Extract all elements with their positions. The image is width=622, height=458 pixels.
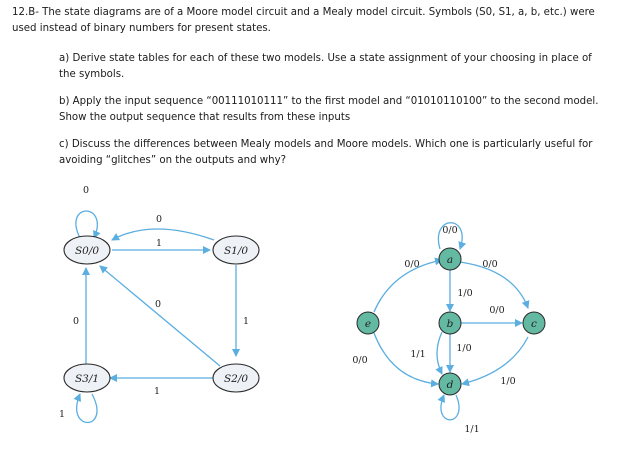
moore-state-s2-label: S2/0 [223, 373, 249, 385]
mealy-label-e-a: 0/0 [404, 259, 420, 270]
part-a-text: a) Derive state tables for each of these two models. Use a state assignment of your choosing in place of the symbols. [59, 53, 592, 80]
mealy-state-e-label: e [364, 318, 372, 330]
mealy-label-c-d: 1/0 [500, 376, 516, 387]
mealy-label-d-self: 1/1 [464, 424, 480, 435]
mealy-label-b-d-2: 1/0 [456, 343, 472, 354]
moore-label-s2-s3: 1 [153, 386, 161, 397]
moore-state-s0-label: S0/0 [74, 245, 100, 257]
moore-edge-s2-s0 [100, 266, 220, 366]
mealy-label-a-c: 0/0 [482, 259, 498, 270]
part-c-text: c) Discuss the differences between Mealy models and Moore models. Which one is particularly useful for avoiding “glitches” on the outputs and why? [59, 139, 593, 166]
moore-label-s1-s0: 0 [155, 214, 163, 225]
part-b-text: b) Apply the input sequence “00111010111” to the first model and “01010110100” to the second model. Show the output sequence that results from these inputs [59, 96, 599, 123]
moore-edge-s0-self [76, 211, 97, 238]
moore-label-s0-self: 0 [82, 185, 90, 196]
mealy-label-b-d-1: 1/1 [410, 349, 426, 360]
mealy-edge-d-self [441, 395, 459, 420]
moore-label-s3-self: 1 [58, 409, 66, 420]
moore-label-s3-s0: 0 [72, 316, 80, 327]
moore-edge-s3-self [77, 394, 97, 423]
mealy-diagram [352, 223, 545, 435]
moore-label-s2-s0: 0 [154, 299, 162, 310]
moore-diagram [59, 185, 259, 423]
mealy-label-e-d: 0/0 [352, 355, 368, 366]
moore-state-s1-label: S1/0 [223, 245, 249, 257]
mealy-state-d-label: d [446, 379, 454, 391]
mealy-edge-c-d [462, 337, 528, 384]
mealy-state-b-label: b [446, 318, 454, 330]
moore-label-s0-s1: 1 [155, 238, 163, 249]
mealy-label-a-b: 1/0 [457, 288, 473, 299]
moore-state-s3-label: S3/1 [74, 373, 100, 385]
mealy-edge-e-d [374, 333, 438, 384]
question-title: 12.B- The state diagrams are of a Moore model circuit and a Mealy model circuit. Symbols (S0, S1, a, b, etc.) were used instead of binary numbers for present states. [12, 7, 595, 34]
mealy-state-c-label: c [531, 318, 537, 330]
mealy-label-b-c: 0/0 [489, 305, 505, 316]
moore-edge-s1-s0 [112, 229, 214, 240]
mealy-state-a-label: a [446, 254, 454, 266]
mealy-label-a-self: 0/0 [442, 225, 458, 236]
mealy-edge-b-d-1 [437, 332, 442, 374]
moore-label-s1-s2: 1 [242, 316, 250, 327]
